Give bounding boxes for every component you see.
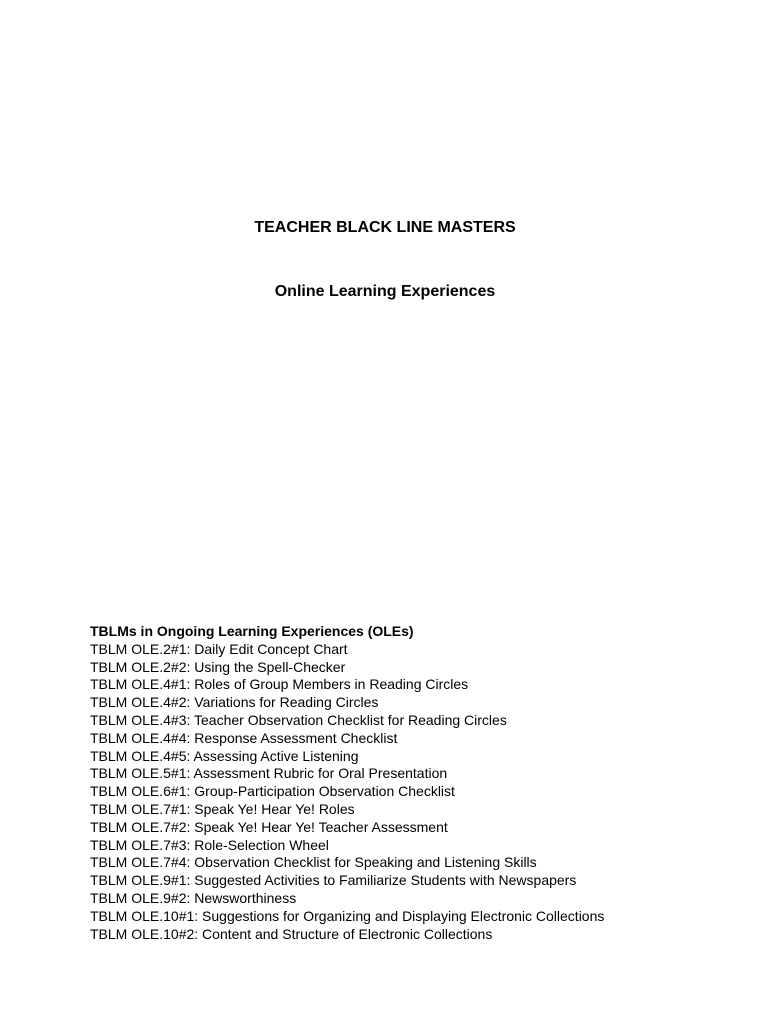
list-item: TBLM OLE.4#3: Teacher Observation Checklist for Reading Circles [90, 711, 507, 728]
list-item: TBLM OLE.2#1: Daily Edit Concept Chart [90, 640, 348, 657]
list-item: TBLM OLE.7#4: Observation Checklist for Speaking and Listening Skills [90, 854, 537, 871]
list-item: TBLM OLE.7#3: Role-Selection Wheel [90, 836, 329, 853]
page-subtitle: Online Learning Experiences [274, 283, 496, 300]
list-item: TBLM OLE.4#5: Assessing Active Listening [90, 747, 359, 764]
list-item: TBLM OLE.5#1: Assessment Rubric for Oral Presentation [90, 765, 448, 782]
list-item: TBLM OLE.2#2: Using the Spell-Checker [90, 658, 346, 675]
tblm-list-heading: TBLMs in Ongoing Learning Experiences (OLEs) [90, 623, 414, 639]
list-item: TBLM OLE.4#1: Roles of Group Members in Reading Circles [90, 676, 469, 693]
list-item: TBLM OLE.10#2: Content and Structure of Electronic Collections [90, 925, 493, 942]
list-item: TBLM OLE.9#2: Newsworthiness [90, 889, 297, 906]
list-item: TBLM OLE.4#4: Response Assessment Checklist [90, 729, 398, 746]
list-item: TBLM OLE.7#1: Speak Ye! Hear Ye! Roles [90, 800, 355, 817]
list-item: TBLM OLE.10#1: Suggestions for Organizing and Displaying Electronic Collections [90, 907, 605, 924]
tblm-list [90, 641, 730, 944]
list-item: TBLM OLE.9#1: Suggested Activities to Familiarize Students with Newspapers [90, 872, 577, 889]
list-item: TBLM OLE.4#2: Variations for Reading Circles [90, 694, 379, 711]
page-title: TEACHER BLACK LINE MASTERS [254, 219, 516, 236]
tblm-list-section [90, 623, 730, 943]
list-item: TBLM OLE.7#2: Speak Ye! Hear Ye! Teacher Assessment [90, 818, 448, 835]
list-item: TBLM OLE.6#1: Group-Participation Observation Checklist [90, 783, 455, 800]
